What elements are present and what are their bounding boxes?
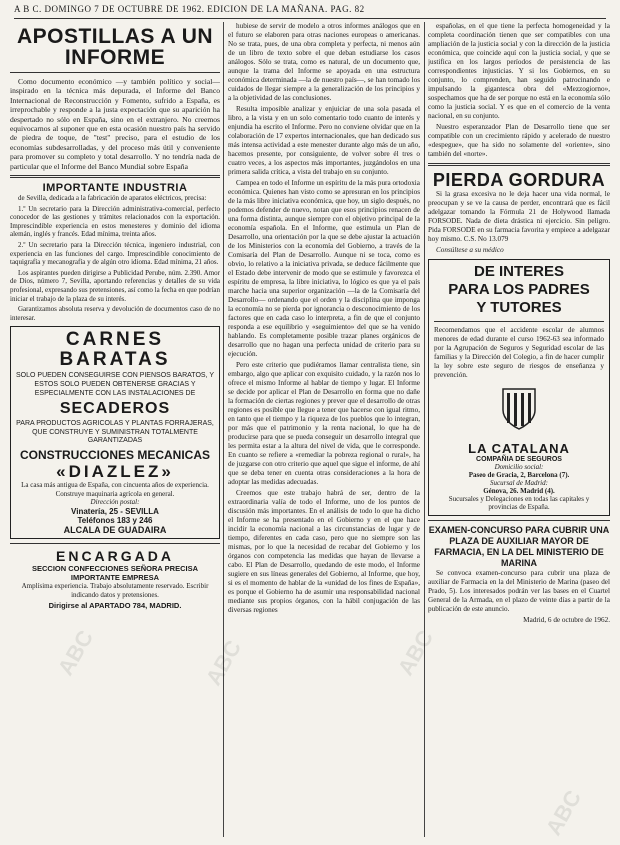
pierda-title: PIERDA GORDURA xyxy=(432,170,606,190)
job-ad-item: 1.º Un secretario para la Dirección administrativa-comercial, perfecto conocedor de las gestiones y trámites relacionados con la exportación. Imprescindible experiencia en estos menesteres y dominio del idioma alemán, inglés y francés. Edad mínima, treinta años. xyxy=(10,204,220,239)
catalana-title: LA CATALANA xyxy=(468,441,570,456)
catalana-sucursal: Sucursal de Madrid: xyxy=(490,479,548,487)
article-paragraph: Resulta imposible analizar y enjuiciar de una sola pasada el libro, a la vista y en un solo comentario todo cuanto de interés y enjundia ha escrito el Informe. Pero no conviene olvidar que en la colaboración de 17 expertos internacionales, que han dedicado sus más intensa actividad a este menester durante algo más de un año, hacemos presente, por consiguiente, de volver sobre él tres o cuatro veces, a los aspectos más importantes, juzgándolos en una primera salida crítica, a vista del trabajo en su conjunto. xyxy=(228,105,420,176)
divider xyxy=(10,543,220,544)
catalana-address: Génova, 26. Madrid (4). xyxy=(483,487,555,495)
article-paragraph: Campea en todo el Informe un espíritu de la más pura ortodoxia económica. Quienes han visto como se apresuran en los principios de la más libre iniciativa económica, que hoy, un siglo después, no podemos defender de nuevo, notan que esos principios renacen de una forma distinta, aunque siempre con el objetivo principal de la economía española. En el Informe, que estimula un Plan de Desarrollo, una orientación por la que se debe ajustar la actuación de los Ministerios con la economía del Gobierno, a través de la Comisaría del Plan de Desarrollo. Aunque ni se toca, como es obvio, lo relativo a la iniciativa privada, se deduce fácilmente que el Estado debe intervenir de modo que se estimule y favorezca el espíritu de empresa, la libre iniciativa, lo lógico es que ya el país marche hacia una superior organización —la de la Comisaría del Desarrollo— ordenando que el orden y la disciplina que imponga la economía no se pierda por ignorancia o desconocimiento de los factores que en cada caso lo interpreta, a fin de que el conjunto responda a ese equilibrio y «seguimiento» del que se ha venido hablando. Es completamente posible trazar planes orgánicos de desarrollo que no hagan una perfecta unidad de criterio para su ejecución. xyxy=(228,179,420,358)
encargada-title: ENCARGADA xyxy=(56,548,174,565)
carnes-body: SOLO PUEDEN CONSEGUIRSE CON PIENSOS BARATOS, Y ESTOS SOLO PUEDEN OBTENERSE GRACIAS Y ESPECIALMENTE CON LAS INSTALACIONES DE xyxy=(16,372,214,397)
carnes-title: BARATAS xyxy=(59,349,171,371)
divider xyxy=(10,175,220,178)
article-paragraph: Pero este criterio que pudiéramos llamar centralista tiene, sin embargo, algo que aplicar con exquisito cuidado, y la razón nos lo ofrece el mismo Informe al hablar de tiempo y lugar. El Informe se decide por aplicar el Plan de Desarrollo en forma que no dañe la formación de ciertas regiones y prever que el desarrollo de otras regiones es posible que llegue a tener que hacerse con igual ritmo, en tanto que el tiempo y la riqueza de los pueblos que lo integran, por más que el patrimonio y la renta nacional, lo que ha de producirse para que se pueda conseguir un desarrollo integral que les permita estar a la altura del nivel de vida, que le corresponde. En cuanto se refiere a «remediar la pobreza regional o rural», ha de juzgarse con otro criterio que aquel que sigue el informe, de ahí que se deba tener en cuenta otras consideraciones a la hora de adoptar las medidas adecuadas. xyxy=(228,361,420,486)
divider xyxy=(428,520,610,521)
divider xyxy=(10,72,220,73)
job-ad-title: IMPORTANTE INDUSTRIA xyxy=(42,182,188,195)
job-ad-item: 2.º Un secretario para la Dirección técnica, ingeniero industrial, con experiencia en las funciones del cargo. Imprescindible conocimiento de taquigrafía y mecanografía y de algún otro idioma. Edad mínima, 21 años. xyxy=(10,241,220,267)
job-ad xyxy=(10,182,220,322)
article-title: APOSTILLAS A UN INFORME xyxy=(16,25,214,69)
encargada-ad xyxy=(10,548,220,610)
examen-ad xyxy=(428,525,610,625)
catalana-footer: Sucursales y Delegaciones en todas las capitales y provincias de España. xyxy=(448,495,590,512)
column-rule xyxy=(223,22,224,837)
carnes-title: CARNES xyxy=(65,329,165,351)
interes-ad xyxy=(428,259,610,516)
article-paragraph: Nuestro esperanzador Plan de Desarrollo tiene que ser compatible con un crecimiento rápido y acelerado de nuestro «despegue», que ha sido no solamente del «oriente», sino también del «norte». xyxy=(428,123,610,158)
diazlez-body: La casa más antigua de España, con cincuenta años de experiencia. Construye maquinaria agrícola en general. xyxy=(21,480,209,498)
column-rule xyxy=(424,22,425,837)
watermark: ABC xyxy=(200,635,247,690)
secaderos-sub: PARA PRODUCTOS AGRICOLAS Y PLANTAS FORRAJERAS, QUE CONSTRUYE Y SUMINISTRAN TOTALMENTE GARANTIZADAS xyxy=(16,420,214,445)
job-ad-intro: de Sevilla, dedicada a la fabricación de aparatos eléctricos, precisa: xyxy=(18,194,207,203)
column-right xyxy=(428,22,610,837)
construcciones-title: CONSTRUCCIONES MECANICAS xyxy=(19,447,210,462)
pierda-ad xyxy=(428,170,610,255)
article-paragraph: hubiese de servir de modelo a otros informes análogos que en el futuro se elaboren para otras naciones europeas o americanas. No se trata, pues, de una obra completa y perfecta, ni menos aún de un libro de texto sobre el que deban estudiarse los casos análogos. Sólo se trata, como es natural, de un documento que, aunque la trama del Informe se apoyada en una estructura económica determinada —la de nuestro país—, se han tomado los cuidados de llegar siempre a la generalización de los principios y a la objetividad de las conclusiones. xyxy=(228,22,420,102)
interes-title: Y TUTORES xyxy=(476,299,562,316)
interes-title: PARA LOS PADRES xyxy=(448,281,590,298)
catalana-sub: COMPAÑIA DE SEGUROS xyxy=(476,456,562,463)
interes-body: Recomendamos que el accidente escolar de alumnos menores de edad durante el curso 1962-63 sea informado por la Agrupación de Seguros y Seguridad escolar de las familias y la Dirección del Colegio, a fin de hacer cumplir la ley sobre este seguro de riesgos de enseñanza y prevención. xyxy=(434,326,604,379)
watermark: ABC xyxy=(540,785,587,840)
pierda-body: Si la grasa excesiva no le deja hacer una vida normal, le preocupan y se ve la causa de perder, encontrará que es fácil adelgazar tomando la Fórmula 21 de Holywood llamada FORSODE. Nada de dieta drástica ni ejercicio. Sin peligro. Pida FORSODE en su farmacia favorita y empiece a adelgazar hoy mismo. C.S. No 13.079 xyxy=(428,190,610,243)
job-ad-body: Los aspirantes pueden dirigirse a Publicidad Perube, núm. 2.390. Amor de Dios, número 7, Sevilla, aportando referencias y detalles de su vida profesional, expresando sus pretensiones, así como la fecha en que podrían iniciar el trabajo de la plaza de su interés. xyxy=(10,268,220,303)
examen-date: Madrid, 6 de octubre de 1962. xyxy=(523,615,610,624)
article-paragraph: Creemos que este trabajo habrá de ser, dentro de la extraordinaria valía de todo el Informe, uno de los puntos de discusión más importantes. En el análisis de todo lo que ha dicho el Informe se ha presentado en el Gobierno y en el que hace incidir la economía nacional a las circunstancias de lugar y de tiempo, diferentes en cada caso, pero que no siempre son las mismas, por lo que la necesidad de recabar del Gobierno y los órganos con competencia las medidas que hayan de llevarse a cabo. El Plan de Desarrollo, quedando de este modo, el Informe sugiere en sus líneas generales del Gobierno, al Informe, que hoy, si es el momento de hablar de la «unidad de los fines de España», es porque el Gobierno ha de asumir una responsabilidad nacional mediante sus propios órganos, con la hábil conjugación de las diversas regiones xyxy=(228,489,420,614)
divider xyxy=(428,163,610,166)
examen-body: Se convoca examen-concurso para cubrir una plaza de auxiliar de Farmacia en la del Ministerio de Marina (paseo del Prado, 5). Los interesados podrán ver las bases en el Cuartel General de la Armada, en el plazo de veinte días a partir de la publicación de este anuncio. xyxy=(428,568,610,613)
catalana-domicilio: Domicilio social: xyxy=(494,463,544,471)
direccion-label: Dirección postal: xyxy=(90,498,140,507)
encargada-address: Dirigirse al APARTADO 784, MADRID. xyxy=(48,601,182,611)
column-left xyxy=(10,22,220,837)
article-paragraph: españolas, en el que tiene la perfecta homogeneidad y la completa coordinación tienen que ser compatibles con una ampliación de la justicia social y con la dirección de la justicia económica, que coincide aquí con la justicia social, y que se justifica en los largos períodos de persistencia de las correspondientes injusticias. Y si los Gobiernos, en su conjunto, lo comprenden, han seguido patrocinando e impulsando la gigantesca obra del «Mezzogiorno», sospechamos que ha de ser porque no está en la economía sólo como la justicia social. Y es que en el comercio de la venta nacional, en su conjunto. xyxy=(428,22,610,120)
job-ad-footer: Garantizamos absoluta reserva y devolución de documentos caso de no interesar. xyxy=(10,305,220,322)
examen-title: EXAMEN-CONCURSO PARA CUBRIR UNA PLAZA DE AUXILIAR MAYOR DE FARMACIA, EN LA DEL MINISTERIO DE MARINA xyxy=(428,524,610,568)
divider xyxy=(434,321,604,322)
page-header: A B C. DOMINGO 7 DE OCTUBRE DE 1962. EDICION DE LA MAÑANA. PAG. 82 xyxy=(14,4,606,19)
catalana-address: Paseo de Gracia, 2, Barcelona (7). xyxy=(468,471,570,479)
alcala: ALCALA DE GUADAIRA xyxy=(63,525,167,536)
watermark: ABC xyxy=(392,625,439,680)
encargada-sub: SECCION CONFECCIONES SEÑORA PRECISA IMPORTANTE EMPRESA xyxy=(32,564,198,583)
pierda-footer: Consúltese a su médico xyxy=(436,246,504,254)
diazlez-title: «DIAZLEZ» xyxy=(56,461,174,481)
interes-title: DE INTERES xyxy=(473,263,564,280)
carnes-ad xyxy=(10,326,220,539)
watermark: ABC xyxy=(52,625,99,680)
direccion: Vinatería, 25 - SEVILLA xyxy=(71,507,159,517)
encargada-body: Amplísima experiencia. Trabajo absolutamente reservado. Escribir indicando datos y pretensiones. xyxy=(21,582,209,599)
column-middle xyxy=(228,22,420,837)
telefonos: Teléfonos 183 y 246 xyxy=(77,516,153,526)
catalana-shield-icon xyxy=(499,386,539,432)
article-intro: Como documento económico —y también político y social— inspirado en la técnica más depurada, el Informe del Banco Internacional de Reconstrucción y Fomento, sufrido a España, es irreprochable y responde a la justa expectación que su aparición ha despertado no sólo en España, sino en el extranjero. No creemos equivocarnos al suponer que en esta ocasión nuestro país ha servido de piedra de toque, de "test" preciso, para el estudio de los economías subdesarrolladas, y del proceso más útil y conveniente para promover su completo y total desarrollo. Y no tendría nada de particular que el Informe del Banco Mundial sobre España xyxy=(10,77,220,171)
secaderos-title: SECADEROS xyxy=(59,400,171,418)
